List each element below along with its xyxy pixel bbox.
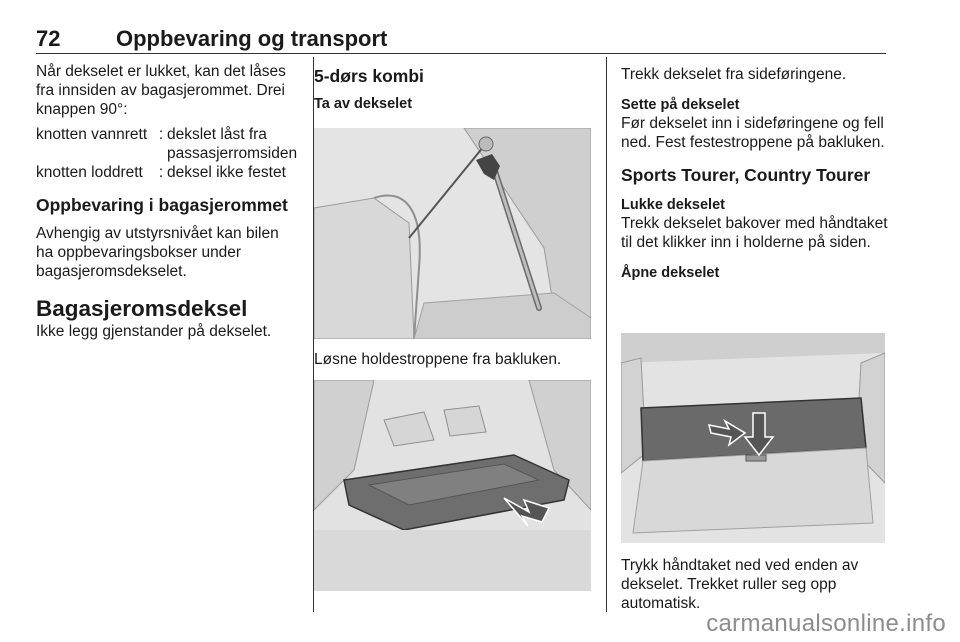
install-paragraph: Før dekselet inn i sideføringene og fell ned. Fest festestroppene på bakluken. bbox=[621, 115, 885, 151]
definition-key: knotten loddrett bbox=[36, 164, 143, 181]
caption-straps: Løsne holdestroppene fra bakluken. bbox=[314, 351, 562, 368]
open-paragraph: Trykk håndtaket ned ved enden av dekselet. Trekket ruller seg opp automatisk. bbox=[621, 557, 859, 612]
column-1 bbox=[36, 62, 298, 341]
close-paragraph: Trekk dekselet bakover med håndtaket til det klikker inn i holderne på siden. bbox=[621, 215, 888, 251]
heading-cargo-cover: Bagasjeromsdeksel bbox=[36, 296, 248, 321]
figure-tourer-cover bbox=[621, 333, 885, 543]
tailgate-strap-illustration bbox=[314, 128, 591, 339]
column-3 bbox=[621, 62, 889, 282]
tourer-cover-illustration bbox=[621, 333, 885, 543]
knob-definitions bbox=[36, 125, 298, 182]
page-number: 72 bbox=[36, 26, 61, 51]
pull-paragraph: Trekk dekselet fra sideføringene. bbox=[621, 66, 847, 83]
figure-hatchback-cover bbox=[314, 380, 591, 591]
storage-paragraph: Avhengig av utstyrsnivået kan bilen ha oppbevaringsbokser under bagasjeromsdekselet. bbox=[36, 225, 279, 280]
column-divider-2 bbox=[606, 57, 607, 612]
definition-value: deksel ikke festet bbox=[167, 164, 286, 181]
hatchback-cover-illustration bbox=[314, 380, 591, 591]
definition-sep: : bbox=[158, 164, 164, 181]
heading-remove-cover: Ta av dekselet bbox=[314, 96, 413, 112]
heading-5door: 5-dørs kombi bbox=[314, 66, 424, 86]
heading-close-cover: Lukke dekselet bbox=[621, 197, 725, 213]
heading-open-cover: Åpne dekselet bbox=[621, 265, 720, 281]
heading-sports-tourer: Sports Tourer, Country Tourer bbox=[621, 165, 871, 185]
heading-install-cover: Sette på dekselet bbox=[621, 97, 740, 113]
open-paragraph-wrap bbox=[621, 556, 889, 613]
heading-storage: Oppbevaring i bagasjerommet bbox=[36, 195, 288, 215]
definition-sep: : bbox=[158, 126, 164, 143]
definition-row bbox=[36, 125, 298, 163]
definition-value: dekslet låst fra passasjerromsiden bbox=[167, 126, 298, 162]
figure-tailgate-strap bbox=[314, 128, 591, 339]
header-rule bbox=[36, 53, 886, 54]
column-2 bbox=[314, 62, 596, 113]
cover-paragraph: Ikke legg gjenstander på dekselet. bbox=[36, 323, 272, 340]
caption-straps-wrap bbox=[314, 350, 596, 369]
definition-row bbox=[36, 163, 298, 182]
watermark: carmanualsonline.info bbox=[706, 610, 946, 637]
page-title: Oppbevaring og transport bbox=[116, 26, 388, 51]
definition-key: knotten vannrett bbox=[36, 126, 148, 143]
intro-paragraph: Når dekselet er lukket, kan det låses fra innsiden av bagasjerommet. Drei knappen 90°: bbox=[36, 63, 286, 118]
